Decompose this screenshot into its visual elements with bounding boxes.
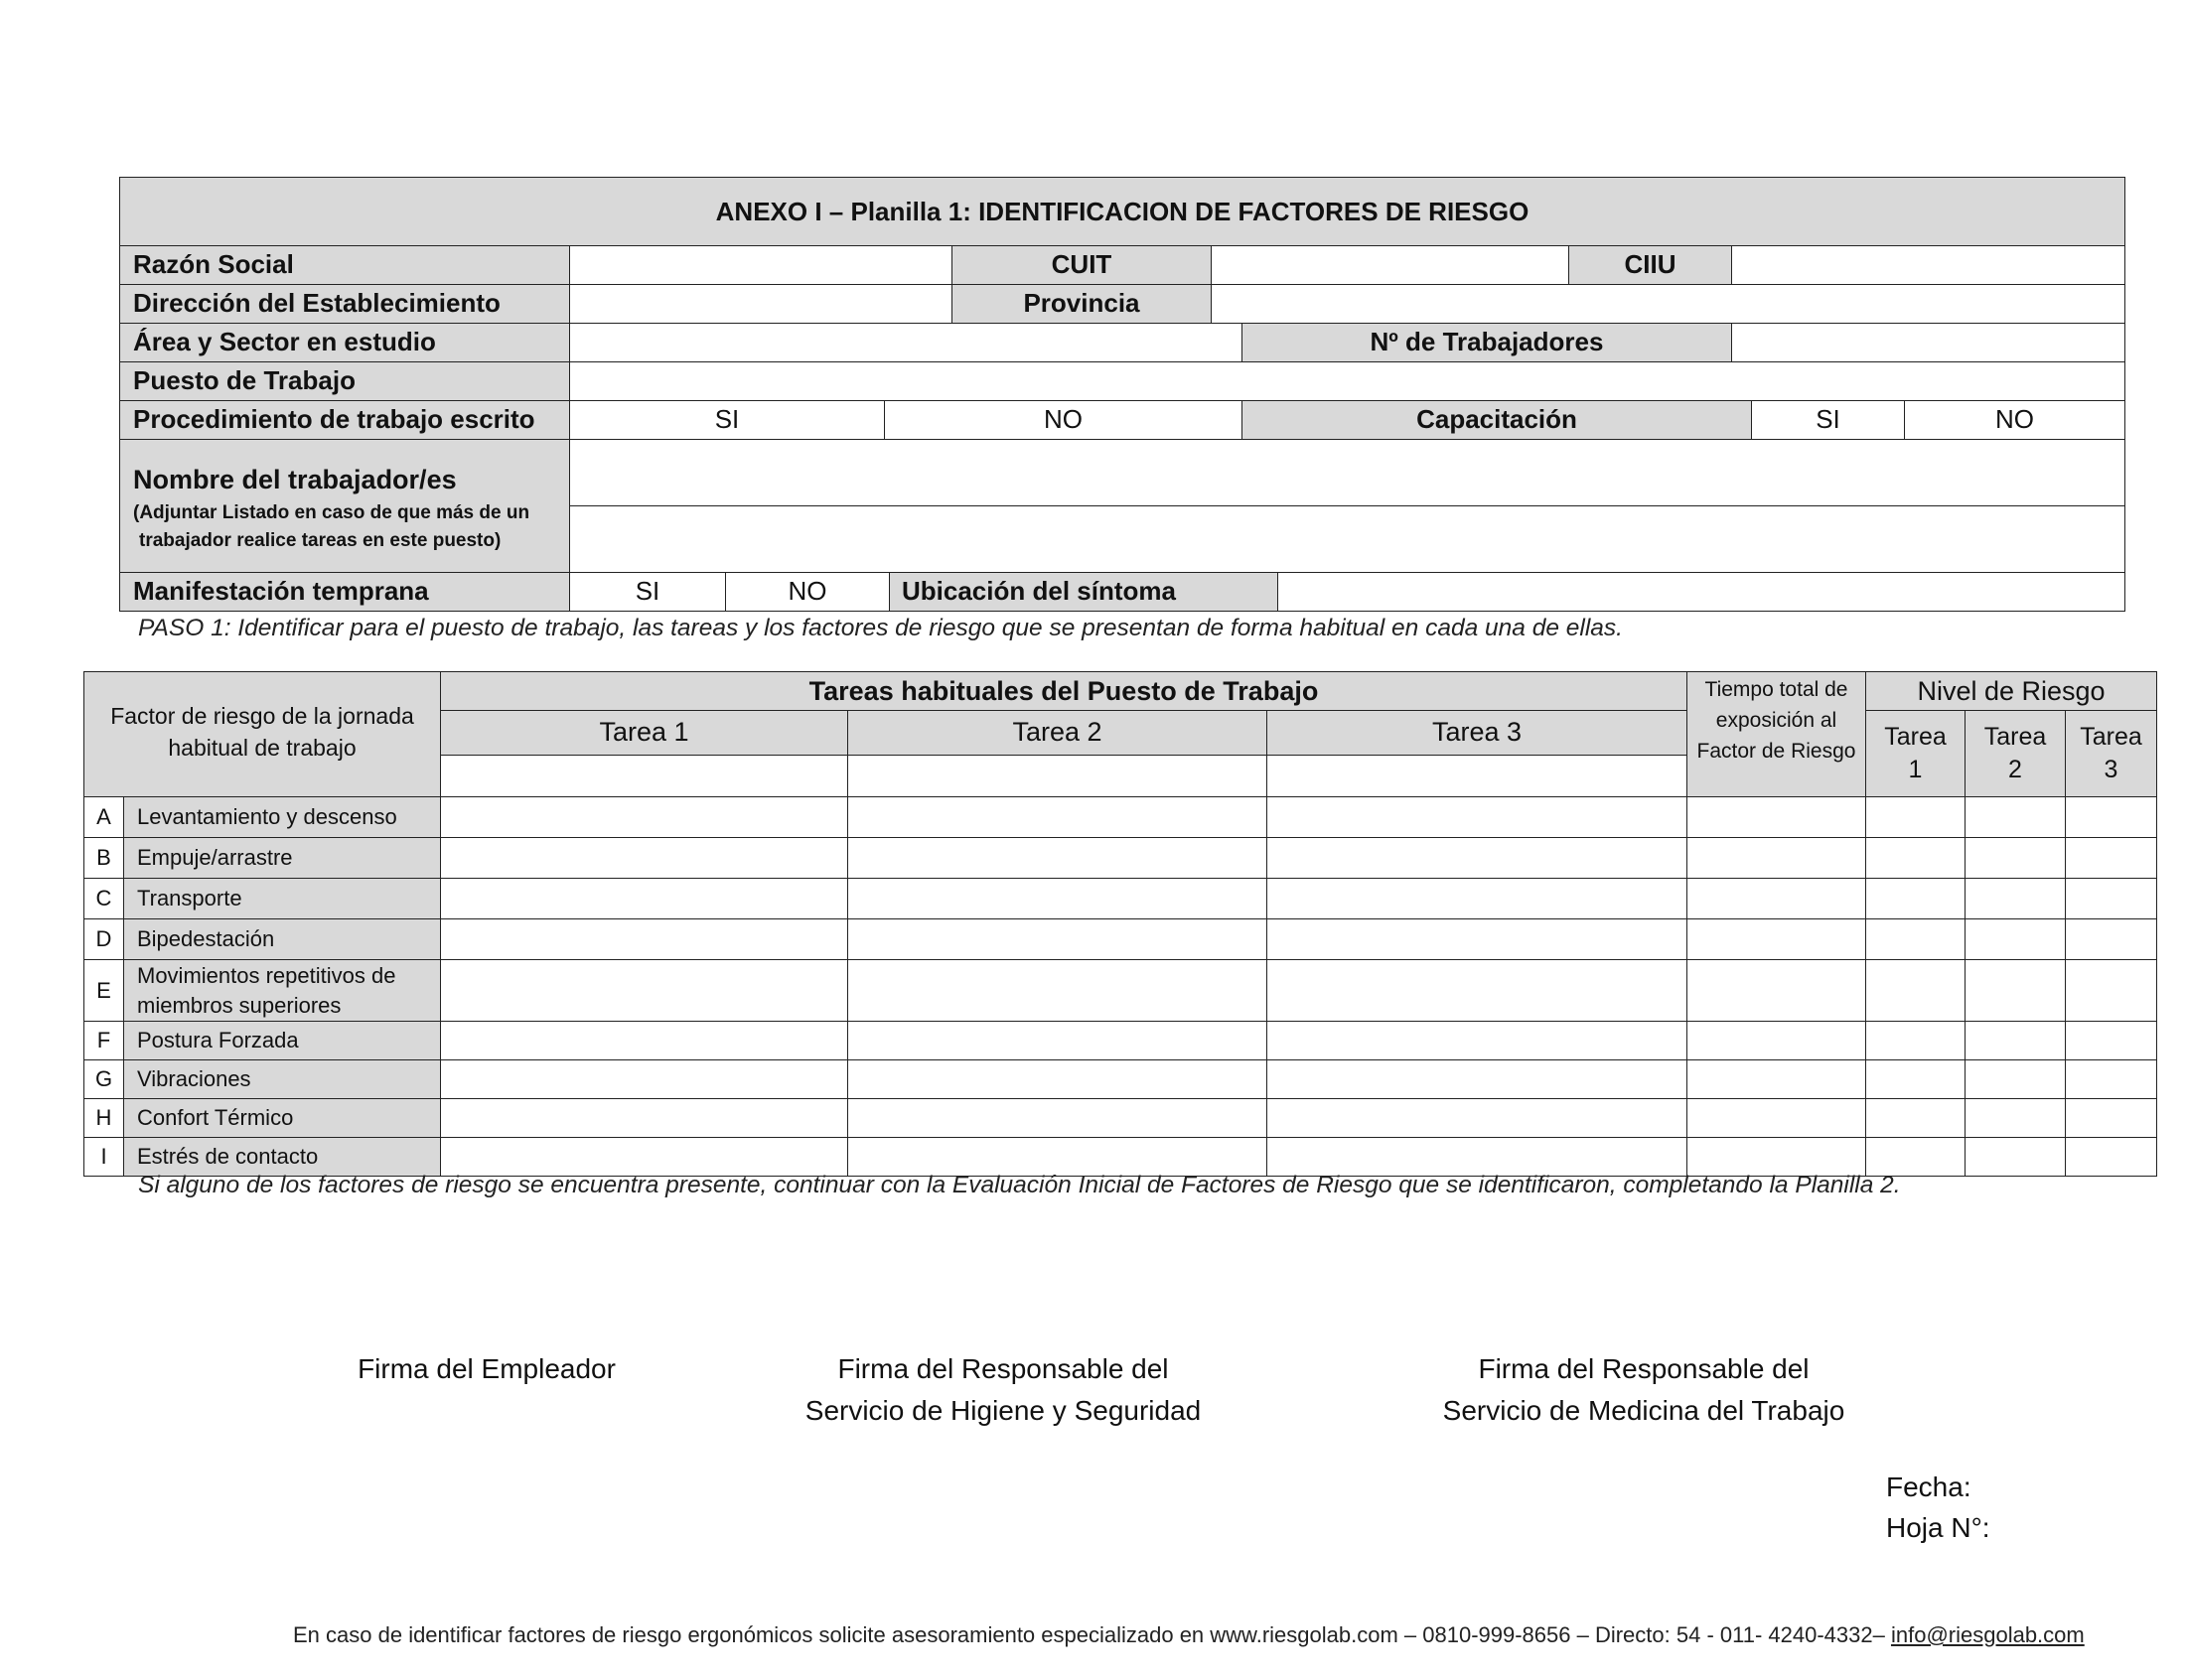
nivel1-cell[interactable] [1865,1059,1966,1099]
tarea3-header [1266,710,1687,756]
footer-text: En caso de identificar factores de riesgo ergonómicos solicite asesoramiento especializado en www.riesgolab.com – 0810-999-8656 – Directo: 54 - 011- 4240-4332– [293,1622,1891,1647]
razon-social-text: Razón Social [133,249,294,279]
nivel2-cell[interactable] [1965,959,2066,1022]
tiempo-cell[interactable] [1686,837,1866,879]
nivel3-cell[interactable] [2065,959,2157,1022]
nivel-tarea1-header [1865,710,1966,797]
factor-letter-text: D [95,926,112,951]
tarea2-cell[interactable] [847,796,1267,838]
ciiu-field[interactable] [1731,245,2125,285]
factor-letter [83,878,124,919]
ubicacion-label [889,572,1278,612]
factor-name-text: Bipedestación [137,926,275,951]
capacitacion-no-option[interactable] [1904,400,2125,440]
factor-row [83,1021,2157,1060]
manifestacion-no-text: NO [788,576,827,606]
tiempo-header-text: Tiempo total de exposición al Factor de Riesgo [1696,678,1856,763]
nivel3-cell[interactable] [2065,1098,2157,1138]
factor-name [123,1098,441,1138]
razon-social-field[interactable] [569,245,952,285]
tarea2-cell[interactable] [847,1021,1267,1060]
tiempo-cell[interactable] [1686,1059,1866,1099]
nivel-header-text: Nivel de Riesgo [1917,676,2106,706]
tarea3-cell[interactable] [1266,959,1687,1022]
nombre-trabajador-label [119,439,570,573]
tiempo-header [1686,671,1866,797]
form-title-text: ANEXO I – Planilla 1: IDENTIFICACION DE FACTORES DE RIESGO [715,197,1530,226]
tarea2-cell[interactable] [847,1098,1267,1138]
tarea1-cell[interactable] [440,918,848,960]
tarea1-cell[interactable] [440,1021,848,1060]
ubicacion-text: Ubicación del síntoma [902,576,1176,606]
ubicacion-field[interactable] [1277,572,2125,612]
factors-table [83,671,2157,1172]
factor-name [123,837,441,879]
form-title-bar [119,177,2125,246]
tarea2-header-text: Tarea 2 [1012,717,1102,747]
provincia-field[interactable] [1211,284,2125,324]
factor-row [83,918,2157,960]
tareas-header [440,671,1687,711]
signature-medicina [1415,1348,1872,1432]
nivel-tarea1-label: Tarea [1884,723,1947,751]
nivel1-cell[interactable] [1865,1137,1966,1177]
tarea1-cell[interactable] [440,878,848,919]
tiempo-cell[interactable] [1686,1098,1866,1138]
factor-name [123,878,441,919]
nivel-tarea2-header [1965,710,2066,797]
factor-letter-text: F [96,1028,111,1052]
nombre-trabajador-note: (Adjuntar Listado en caso de que más de un trabajador realice tareas en este puesto) [133,502,530,551]
nombre-trabajador-field-2[interactable] [569,505,2125,573]
paso1-instruction: PASO 1: Identificar para el puesto de trabajo, las tareas y los factores de riesgo que se presentan de forma habitual en cada una de ellas. [138,615,1623,641]
factor-letter-text: B [96,845,111,870]
procedimiento-no-option[interactable] [884,400,1242,440]
factor-row [83,1137,2157,1177]
factor-name [123,918,441,960]
tarea2-cell[interactable] [847,878,1267,919]
tarea1-cell[interactable] [440,1059,848,1099]
factor-header-text: Factor de riesgo de la jornada habitual de trabajo [110,703,414,761]
tarea1-cell[interactable] [440,796,848,838]
factor-row [83,1059,2157,1099]
num-trabajadores-text: Nº de Trabajadores [1370,327,1604,356]
procedimiento-no-text: NO [1044,404,1083,434]
factor-letter-text: H [95,1105,112,1130]
closing-instruction: Si alguno de los factores de riesgo se encuentra presente, continuar con la Evaluación Inicial de Factores de Riesgo que se identificaron, completando la Planilla 2. [138,1172,1901,1198]
procedimiento-text: Procedimiento de trabajo escrito [133,404,535,434]
factor-name-text: Transporte [137,886,242,910]
puesto-text: Puesto de Trabajo [133,365,356,395]
nivel1-cell[interactable] [1865,837,1966,879]
identification-grid [119,177,2125,614]
tarea1-header [440,710,848,756]
cuit-text: CUIT [1051,249,1112,279]
capacitacion-label [1241,400,1752,440]
nivel1-cell[interactable] [1865,878,1966,919]
signature-higiene [785,1348,1222,1432]
factor-letter [83,837,124,879]
nombre-trabajador-text: Nombre del trabajador/es [133,465,457,494]
area-sector-label [119,323,570,362]
tarea2-cell[interactable] [847,918,1267,960]
signature-empleador [338,1348,636,1390]
tarea2-cell[interactable] [847,1137,1267,1177]
tarea3-cell[interactable] [1266,796,1687,838]
tarea3-cell[interactable] [1266,878,1687,919]
factor-letter [83,1059,124,1099]
factor-name [123,1021,441,1060]
tarea3-cell[interactable] [1266,1021,1687,1060]
factor-letter [83,959,124,1022]
nivel-tarea2-label: Tarea [1983,723,2047,751]
factor-letter-text: A [96,804,111,829]
tarea1-header-text: Tarea 1 [599,717,689,747]
factor-letter-text: G [94,1066,113,1091]
nivel-tarea1-number: 1 [1908,756,1923,783]
nivel1-cell[interactable] [1865,1098,1966,1138]
manifestacion-label [119,572,570,612]
tarea1-name-field[interactable] [440,755,848,797]
nivel-tarea2-number: 2 [2008,756,2022,783]
cuit-field[interactable] [1211,245,1569,285]
footer-email-link[interactable]: info@riesgolab.com [1890,1622,2085,1647]
factor-row [83,837,2157,879]
capacitacion-si-text: SI [1816,404,1840,434]
tareas-header-text: Tareas habituales del Puesto de Trabajo [808,676,1319,706]
nivel3-cell[interactable] [2065,878,2157,919]
factor-letter-text: C [95,886,112,910]
ciiu-label [1568,245,1732,285]
area-sector-text: Área y Sector en estudio [133,327,436,356]
nivel-header [1865,671,2157,711]
factor-letter [83,918,124,960]
tiempo-cell[interactable] [1686,878,1866,919]
tarea1-cell[interactable] [440,837,848,879]
nivel1-cell[interactable] [1865,959,1966,1022]
tarea2-cell[interactable] [847,959,1267,1022]
signature-higiene-line2: Servicio de Higiene y Seguridad [804,1395,1202,1426]
factor-header [83,671,441,797]
fecha-block [1886,1468,1990,1548]
footer [293,1622,2085,1648]
razon-social-label [119,245,570,285]
factor-rows [83,796,2157,1172]
procedimiento-si-option[interactable] [569,400,885,440]
procedimiento-si-text: SI [714,404,740,434]
signature-medicina-line1: Firma del Responsable del [1478,1353,1810,1384]
tarea2-cell[interactable] [847,1059,1267,1099]
tiempo-cell[interactable] [1686,796,1866,838]
procedimiento-label [119,400,570,440]
nombre-trabajador-field-1[interactable] [569,439,2125,506]
factor-name-text: Levantamiento y descenso [137,804,397,829]
area-sector-field[interactable] [569,323,1242,362]
factor-name-text: Empuje/arrastre [137,845,293,870]
tarea1-cell[interactable] [440,1098,848,1138]
factor-name-text: Movimientos repetitivos de miembros superiores [137,962,396,1018]
factor-letter [83,1137,124,1177]
nivel1-cell[interactable] [1865,918,1966,960]
nivel2-cell[interactable] [1965,878,2066,919]
num-trabajadores-label [1241,323,1732,362]
puesto-label [119,361,570,401]
factor-name [123,959,441,1022]
manifestacion-no-option[interactable] [725,572,890,612]
fecha-label: Fecha: [1886,1471,1971,1502]
nivel3-cell[interactable] [2065,1021,2157,1060]
nivel2-cell[interactable] [1965,918,2066,960]
tarea2-name-field[interactable] [847,755,1267,797]
tiempo-cell[interactable] [1686,959,1866,1022]
nivel1-cell[interactable] [1865,796,1966,838]
num-trabajadores-field[interactable] [1731,323,2125,362]
hoja-label: Hoja N°: [1886,1511,1990,1543]
ciiu-text: CIIU [1624,249,1676,279]
nivel-tarea3-header [2065,710,2157,797]
signature-medicina-line2: Servicio de Medicina del Trabajo [1442,1395,1845,1426]
factor-name [123,796,441,838]
cuit-label [951,245,1212,285]
tiempo-cell[interactable] [1686,918,1866,960]
factor-letter [83,1021,124,1060]
capacitacion-no-text: NO [1995,404,2034,434]
tarea3-header-text: Tarea 3 [1431,717,1523,747]
tarea3-cell[interactable] [1266,1137,1687,1177]
factor-name-text: Confort Térmico [137,1105,294,1130]
nivel2-cell[interactable] [1965,1021,2066,1060]
factor-name-text: Vibraciones [137,1066,251,1091]
factor-name [123,1059,441,1099]
factor-row [83,1098,2157,1138]
nivel3-cell[interactable] [2065,796,2157,838]
signature-empleador-label: Firma del Empleador [358,1353,616,1384]
nivel-tarea3-number: 3 [2104,756,2118,783]
nivel3-cell[interactable] [2065,1137,2157,1177]
provincia-text: Provincia [1023,288,1140,318]
factor-letter-text: I [100,1144,107,1169]
factor-row [83,796,2157,838]
factor-name-text: Estrés de contacto [137,1144,319,1169]
manifestacion-text: Manifestación temprana [133,576,429,606]
nivel3-cell[interactable] [2065,1059,2157,1099]
direccion-field[interactable] [569,284,952,324]
factor-name-text: Postura Forzada [137,1028,299,1052]
nivel2-cell[interactable] [1965,1137,2066,1177]
factor-letter-text: E [96,977,111,1003]
capacitacion-text: Capacitación [1416,404,1577,434]
signature-higiene-line1: Firma del Responsable del [837,1353,1169,1384]
tarea1-cell[interactable] [440,959,848,1022]
tarea3-cell[interactable] [1266,1059,1687,1099]
tarea3-name-field[interactable] [1266,755,1687,797]
nivel1-cell[interactable] [1865,1021,1966,1060]
tarea3-cell[interactable] [1266,1098,1687,1138]
tiempo-cell[interactable] [1686,1137,1866,1177]
factor-row [83,959,2157,1022]
nivel2-cell[interactable] [1965,1098,2066,1138]
nivel2-cell[interactable] [1965,1059,2066,1099]
nivel3-cell[interactable] [2065,918,2157,960]
puesto-field[interactable] [569,361,2125,401]
manifestacion-si-option[interactable] [569,572,726,612]
factor-row [83,878,2157,919]
provincia-label [951,284,1212,324]
direccion-text: Dirección del Establecimiento [133,288,501,318]
nivel-tarea3-label: Tarea [2080,723,2142,751]
factor-name [123,1137,441,1177]
nivel2-cell[interactable] [1965,837,2066,879]
tarea1-cell[interactable] [440,1137,848,1177]
factor-letter [83,1098,124,1138]
manifestacion-si-text: SI [635,576,660,606]
tarea3-cell[interactable] [1266,837,1687,879]
tiempo-cell[interactable] [1686,1021,1866,1060]
nivel3-cell[interactable] [2065,837,2157,879]
direccion-label [119,284,570,324]
capacitacion-si-option[interactable] [1751,400,1905,440]
tarea2-header [847,710,1267,756]
nivel2-cell[interactable] [1965,796,2066,838]
tarea3-cell[interactable] [1266,918,1687,960]
factor-letter [83,796,124,838]
tarea2-cell[interactable] [847,837,1267,879]
